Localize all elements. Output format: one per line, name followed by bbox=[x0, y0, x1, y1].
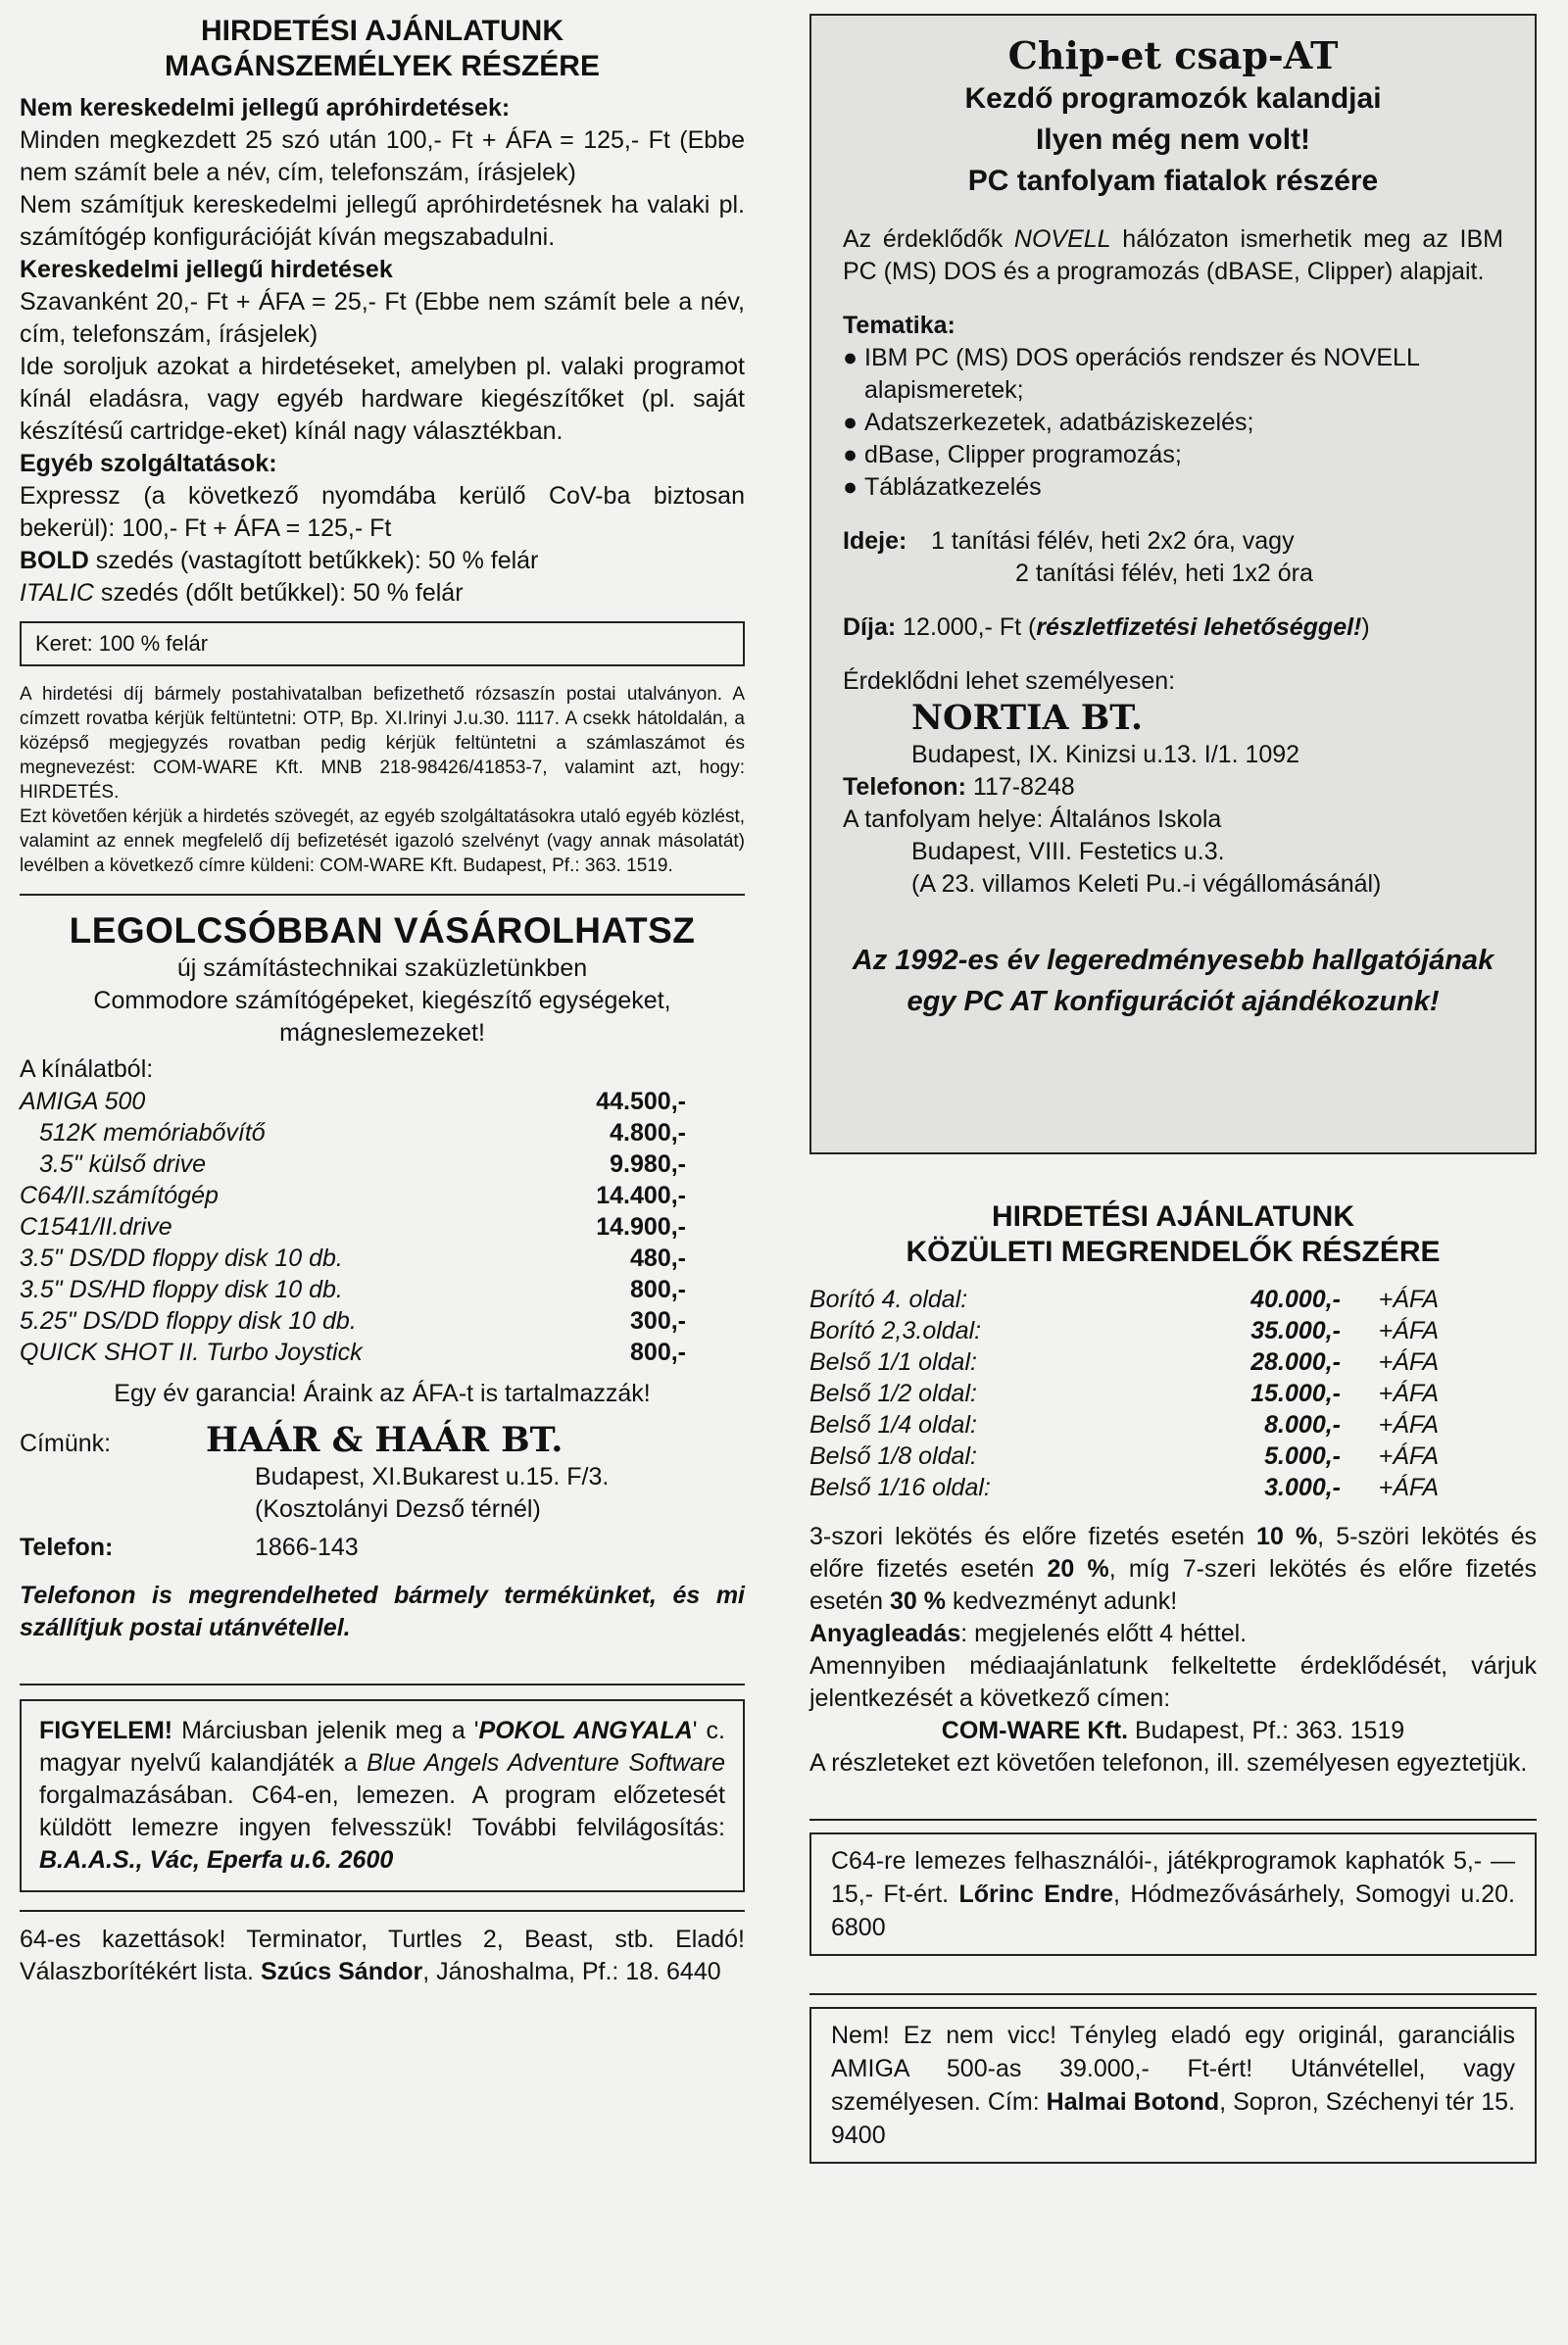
order-note: Telefonon is megrendelheted bármely termékünket, és mi szállítjuk postai utánvétellel. bbox=[20, 1582, 745, 1641]
topic-text: Táblázatkezelés bbox=[864, 473, 1042, 501]
frame-surcharge-box bbox=[20, 621, 745, 666]
rate-name: Belső 1/8 oldal: bbox=[809, 1442, 977, 1470]
course-intro-b: hálózaton ismerhetik meg az IBM PC (MS) DOS és a programozás (dBASE, Clipper) alapjait. bbox=[843, 225, 1503, 285]
divider bbox=[809, 1819, 1537, 1821]
rate-name: Borító 2,3.oldal: bbox=[809, 1317, 982, 1344]
contact-addr: Budapest, Pf.: 363. 1519 bbox=[1128, 1717, 1405, 1744]
public-ads-title-2: KÖZÜLETI MEGRENDELŐK RÉSZÉRE bbox=[906, 1236, 1441, 1268]
bullet-icon: ● bbox=[843, 409, 858, 436]
item-price: 300,- bbox=[630, 1307, 686, 1335]
discount-d: kedvezményt adunk! bbox=[946, 1588, 1178, 1615]
course-intro bbox=[843, 223, 1503, 288]
rate-vat: +ÁFA bbox=[1378, 1286, 1439, 1313]
deadline-label: Anyagleadás bbox=[809, 1620, 961, 1647]
topics-list bbox=[843, 342, 1503, 504]
fee-note: részletfizetési lehetőséggel! bbox=[1036, 613, 1362, 641]
address-label: Címünk: bbox=[20, 1430, 112, 1457]
bold-label: BOLD bbox=[20, 547, 89, 574]
rate-name: Belső 1/4 oldal: bbox=[809, 1411, 977, 1439]
bullet-icon: ● bbox=[843, 473, 858, 501]
discount-text bbox=[809, 1521, 1537, 1618]
contact-text: Amennyiben médiaajánlatunk felkeltette érdeklődését, várjuk jelentkezését a következő címen: bbox=[809, 1652, 1537, 1712]
item-price: 800,- bbox=[630, 1276, 686, 1303]
amiga-seller: Halmai Botond bbox=[1046, 2088, 1220, 2116]
course-title: Chip-et csap-AT bbox=[1007, 33, 1339, 77]
price-row bbox=[20, 1148, 686, 1180]
item-price: 800,- bbox=[630, 1339, 686, 1366]
fee-end: ) bbox=[1361, 613, 1370, 641]
rate-row bbox=[809, 1284, 1439, 1315]
rate-name: Belső 1/1 oldal: bbox=[809, 1348, 977, 1376]
venue-3: (A 23. villamos Keleti Pu.-i végállomásánál) bbox=[911, 870, 1382, 898]
c64-ad-box bbox=[809, 1832, 1537, 1956]
commercial-text-2: Ide soroljuk azokat a hirdetéseket, amelyben pl. valaki programot kínál eladásra, vagy egyéb hardware kiegészítőket (pl. saját készítésű cartridge-eket) kínál nagy választékban. bbox=[20, 353, 745, 445]
private-ads-title-2: MAGÁNSZEMÉLYEK RÉSZÉRE bbox=[165, 50, 600, 82]
cassette-text: 64-es kazettások! Terminator, Turtles 2, Beast, stb. Eladó! Válaszborítékért lista. bbox=[20, 1926, 745, 1985]
item-price: 44.500,- bbox=[596, 1088, 686, 1115]
rate-vat: +ÁFA bbox=[1378, 1442, 1439, 1470]
rate-vat: +ÁFA bbox=[1378, 1317, 1439, 1344]
rate-name: Belső 1/16 oldal: bbox=[809, 1474, 991, 1501]
course-sub-2: Ilyen még nem volt! bbox=[1035, 123, 1311, 156]
rate-price: 5.000,- bbox=[1264, 1442, 1341, 1470]
course-sub-3: PC tanfolyam fiatalok részére bbox=[967, 165, 1379, 197]
price-row bbox=[20, 1211, 686, 1243]
publisher-name: Blue Angels Adventure Software bbox=[367, 1749, 725, 1777]
fee-row bbox=[843, 611, 1503, 644]
time-option-1: 1 tanítási félév, heti 2x2 óra, vagy bbox=[931, 527, 1295, 555]
guarantee-text: Egy év garancia! Áraink az ÁFA-t is tartalmazzák! bbox=[114, 1380, 651, 1407]
public-ads-section bbox=[809, 1199, 1537, 1780]
rate-vat: +ÁFA bbox=[1378, 1380, 1439, 1407]
item-price: 480,- bbox=[630, 1245, 686, 1272]
commercial-text: Szavanként 20,- Ft + ÁFA = 25,- Ft (Ebbe nem számít bele a név, cím, telefonszám, írásjelek) bbox=[20, 288, 745, 348]
item-name: C64/II.számítógép bbox=[20, 1182, 219, 1209]
amiga-ad-box bbox=[809, 2007, 1537, 2164]
time-row bbox=[843, 525, 1503, 590]
notice-text-1: Márciusban jelenik meg a ' bbox=[172, 1717, 479, 1744]
rate-row bbox=[809, 1472, 1439, 1503]
rate-price: 28.000,- bbox=[1250, 1348, 1341, 1376]
course-ad-box bbox=[809, 14, 1537, 1154]
private-ads-section bbox=[20, 14, 745, 878]
notice-contact: B.A.A.S., Vác, Eperfa u.6. 2600 bbox=[39, 1846, 394, 1874]
item-price: 14.400,- bbox=[596, 1182, 686, 1209]
contact-address bbox=[809, 1715, 1537, 1747]
inquiry-text: Érdeklődni lehet személyesen: bbox=[843, 667, 1176, 695]
cassette-address: , Jánoshalma, Pf.: 18. 6440 bbox=[422, 1958, 721, 1985]
other-services-heading: Egyéb szolgáltatások: bbox=[20, 450, 277, 477]
fee-value: 12.000,- Ft ( bbox=[896, 613, 1037, 641]
course-phone-label: Telefonon: bbox=[843, 773, 966, 801]
shop-company-name: HAÁR & HAÁR BT. bbox=[206, 1420, 564, 1460]
notice-text-2: ' c. magyar nyelvű kalandjáték a bbox=[39, 1717, 725, 1777]
item-name: 512K memóriabővítő bbox=[39, 1119, 266, 1147]
rate-row bbox=[809, 1378, 1439, 1409]
rate-vat: +ÁFA bbox=[1378, 1348, 1439, 1376]
course-sub-1: Kezdő programozók kalandjai bbox=[964, 82, 1382, 115]
course-phone: 117-8248 bbox=[965, 773, 1075, 801]
payment-text-2: Ezt követően kérjük a hirdetés szövegét, az egyéb szolgáltatásokra utaló egyéb közlést, valamint az ennek megfelelő díj befizetését igazoló szelvényt (vagy annak másolatát) levélben a következő címre küldeni: COM-WARE Kft. Budapest, Pf.: 363. 1519. bbox=[20, 806, 745, 876]
phone-label: Telefon: bbox=[20, 1534, 114, 1561]
rate-name: Borító 4. oldal: bbox=[809, 1286, 968, 1313]
deadline-value: : megjelenés előtt 4 héttel. bbox=[960, 1620, 1248, 1647]
time-label: Ideje: bbox=[843, 527, 907, 555]
topic-text: dBase, Clipper programozás; bbox=[864, 441, 1182, 468]
shop-ad bbox=[20, 909, 745, 1644]
bold-text: szedés (vastagított betűkkek): 50 % felár bbox=[88, 547, 539, 574]
left-column bbox=[20, 14, 745, 1988]
rate-name: Belső 1/2 oldal: bbox=[809, 1380, 977, 1407]
payment-text: A hirdetési díj bármely postahivatalban befizethető rózsaszín postai utalványon. A címzett rovatba kérjük feltüntetni: OTP, Bp. XI.Irinyi J.u.30. 1117. A csekk hátoldalán, a középső megjegyzés rovatban pedig kérjük feltüntetni a számlaszámot és megnevezést: COM-WARE Kft. MNB 218-98426/41853-7, valamint azt, hogy: HIRDETÉS. bbox=[20, 684, 745, 803]
divider bbox=[20, 894, 745, 896]
rate-vat: +ÁFA bbox=[1378, 1411, 1439, 1439]
commercial-heading: Kereskedelmi jellegű hirdetések bbox=[20, 256, 393, 283]
shop-ad-sub-2: Commodore számítógépeket, kiegészítő egységeket, bbox=[93, 987, 671, 1014]
item-name: 3.5" külső drive bbox=[39, 1150, 207, 1178]
notice-ad-box bbox=[20, 1699, 745, 1892]
course-company-address: Budapest, IX. Kinizsi u.13. I/1. 1092 bbox=[911, 741, 1300, 768]
rate-price: 3.000,- bbox=[1264, 1474, 1341, 1501]
notice-lead: FIGYELEM! bbox=[39, 1717, 173, 1744]
shop-address-row bbox=[20, 1420, 745, 1461]
course-company-name: NORTIA BT. bbox=[911, 698, 1144, 738]
noncommercial-text: Minden megkezdett 25 szó után 100,- Ft + ÁFA = 125,- Ft (Ebbe nem számít bele a név, cím, telefonszám, írásjelek) bbox=[20, 126, 745, 186]
topic-text: Adatszerkezetek, adatbáziskezelés; bbox=[864, 409, 1254, 436]
topic-item bbox=[843, 471, 1503, 504]
topic-item bbox=[843, 439, 1503, 471]
price-row bbox=[20, 1337, 686, 1368]
right-column bbox=[809, 14, 1537, 2164]
c64-text: C64-re lemezes felhasználói-, játékprogramok kaphatók 5,- — 15,- Ft-ért. bbox=[831, 1847, 1515, 1908]
price-list bbox=[20, 1086, 745, 1368]
rate-price: 40.000,- bbox=[1250, 1286, 1341, 1313]
venue-1: A tanfolyam helye: Általános Iskola bbox=[843, 806, 1222, 833]
express-text: Expressz (a következő nyomdába kerülő CoV-ba biztosan bekerül): 100,- Ft + ÁFA = 125,- Ft bbox=[20, 482, 745, 542]
shop-ad-sub-3: mágneslemezeket! bbox=[279, 1019, 485, 1047]
discount-10: 10 % bbox=[1256, 1523, 1318, 1550]
item-name: 5.25" DS/DD floppy disk 10 db. bbox=[20, 1307, 357, 1335]
item-price: 4.800,- bbox=[610, 1119, 686, 1147]
bullet-icon: ● bbox=[843, 344, 858, 371]
noncommercial-heading: Nem kereskedelmi jellegű apróhirdetések: bbox=[20, 94, 511, 122]
rate-list bbox=[809, 1284, 1537, 1503]
italic-label: ITALIC bbox=[20, 579, 94, 607]
details-text: A részleteket ezt követően telefonon, ill. személyesen egyeztetjük. bbox=[809, 1749, 1528, 1777]
venue-2: Budapest, VIII. Festetics u.3. bbox=[911, 838, 1225, 865]
bullet-icon: ● bbox=[843, 441, 858, 468]
rate-price: 8.000,- bbox=[1264, 1411, 1341, 1439]
price-row bbox=[20, 1305, 686, 1337]
amiga-text: Nem! Ez nem vicc! Tényleg eladó egy originál, garanciális AMIGA 500-as 39.000,- Ft-ért! Utánvétellel, vagy személyesen. Cím: bbox=[831, 2022, 1515, 2116]
contact-company: COM-WARE Kft. bbox=[941, 1717, 1129, 1744]
cassette-seller: Szúcs Sándor bbox=[260, 1958, 423, 1985]
rate-row bbox=[809, 1409, 1439, 1441]
item-name: 3.5" DS/DD floppy disk 10 db. bbox=[20, 1245, 343, 1272]
novell-text: NOVELL bbox=[1013, 225, 1111, 253]
price-row bbox=[20, 1117, 686, 1148]
notice-text-3: forgalmazásában. C64-en, lemezen. A program előzetesét küldött lemezre ingyen felvesszük! További felvilágosítás: bbox=[39, 1782, 725, 1841]
rate-vat: +ÁFA bbox=[1378, 1474, 1439, 1501]
bold-surcharge bbox=[20, 545, 745, 577]
course-intro-a: Az érdeklődők bbox=[843, 225, 1014, 253]
cassette-ad bbox=[20, 1924, 745, 1988]
discount-c: , míg 7-szeri lekötés és előre fizetés esetén bbox=[809, 1555, 1537, 1615]
rate-price: 15.000,- bbox=[1250, 1380, 1341, 1407]
course-prize: Az 1992-es év legeredményesebb hallgatójának egy PC AT konfigurációt ajándékozunk! bbox=[852, 945, 1494, 1017]
deadline-text bbox=[809, 1618, 1537, 1650]
item-name: QUICK SHOT II. Turbo Joystick bbox=[20, 1339, 363, 1366]
italic-surcharge bbox=[20, 577, 745, 610]
offer-label: A kínálatból: bbox=[20, 1055, 154, 1083]
rate-price: 35.000,- bbox=[1250, 1317, 1341, 1344]
price-row bbox=[20, 1274, 686, 1305]
italic-text: szedés (dőlt betűkkel): 50 % felár bbox=[93, 579, 464, 607]
time-option-2: 2 tanítási félév, heti 1x2 óra bbox=[1015, 560, 1313, 587]
rate-row bbox=[809, 1441, 1439, 1472]
public-ads-title-1: HIRDETÉSI AJÁNLATUNK bbox=[991, 1200, 1354, 1233]
shop-phone-row bbox=[20, 1532, 745, 1564]
c64-seller: Lőrinc Endre bbox=[958, 1881, 1114, 1908]
discount-a: 3-szori lekötés és előre fizetés esetén bbox=[809, 1523, 1257, 1550]
amiga-address: , Sopron, Széchenyi tér 15. 9400 bbox=[831, 2088, 1515, 2149]
rate-row bbox=[809, 1315, 1439, 1346]
shop-address-2: (Kosztolányi Dezső térnél) bbox=[255, 1495, 541, 1523]
course-phone-row bbox=[843, 771, 1503, 804]
discount-b: , 5-szöri lekötés és előre fizetés esetén bbox=[809, 1523, 1537, 1583]
price-row bbox=[20, 1243, 686, 1274]
discount-30: 30 % bbox=[890, 1588, 946, 1615]
shop-address-1: Budapest, XI.Bukarest u.15. F/3. bbox=[255, 1463, 610, 1490]
c64-address: , Hódmezővásárhely, Somogyi u.20. 6800 bbox=[831, 1881, 1515, 1941]
price-row bbox=[20, 1086, 686, 1117]
item-name: AMIGA 500 bbox=[20, 1088, 146, 1115]
shop-phone: 1866-143 bbox=[255, 1534, 359, 1561]
frame-surcharge: Keret: 100 % felár bbox=[35, 631, 209, 656]
shop-ad-title: LEGOLCSÓBBAN VÁSÁROLHATSZ bbox=[69, 910, 696, 951]
topic-text: IBM PC (MS) DOS operációs rendszer és NOVELL alapismeretek; bbox=[864, 344, 1419, 404]
item-price: 14.900,- bbox=[596, 1213, 686, 1241]
item-name: C1541/II.drive bbox=[20, 1213, 172, 1241]
topics-label: Tematika: bbox=[843, 312, 956, 339]
private-ads-title-1: HIRDETÉSI AJÁNLATUNK bbox=[200, 15, 564, 47]
divider bbox=[20, 1910, 745, 1912]
fee-label: Díja: bbox=[843, 613, 897, 641]
discount-20: 20 % bbox=[1047, 1555, 1109, 1583]
divider bbox=[809, 1993, 1537, 1995]
rate-row bbox=[809, 1346, 1439, 1378]
item-name: 3.5" DS/HD floppy disk 10 db. bbox=[20, 1276, 343, 1303]
divider bbox=[20, 1684, 745, 1685]
topic-item bbox=[843, 342, 1503, 407]
topic-item bbox=[843, 407, 1503, 439]
shop-ad-sub-1: új számítástechnikai szaküzletünkben bbox=[176, 954, 588, 982]
item-price: 9.980,- bbox=[610, 1150, 686, 1178]
game-title: POKOL ANGYALA bbox=[478, 1717, 693, 1744]
price-row bbox=[20, 1180, 686, 1211]
noncommercial-text-2: Nem számítjuk kereskedelmi jellegű apróhirdetésnek ha valaki pl. számítógép konfigurációját kíván megszabadulni. bbox=[20, 191, 745, 251]
